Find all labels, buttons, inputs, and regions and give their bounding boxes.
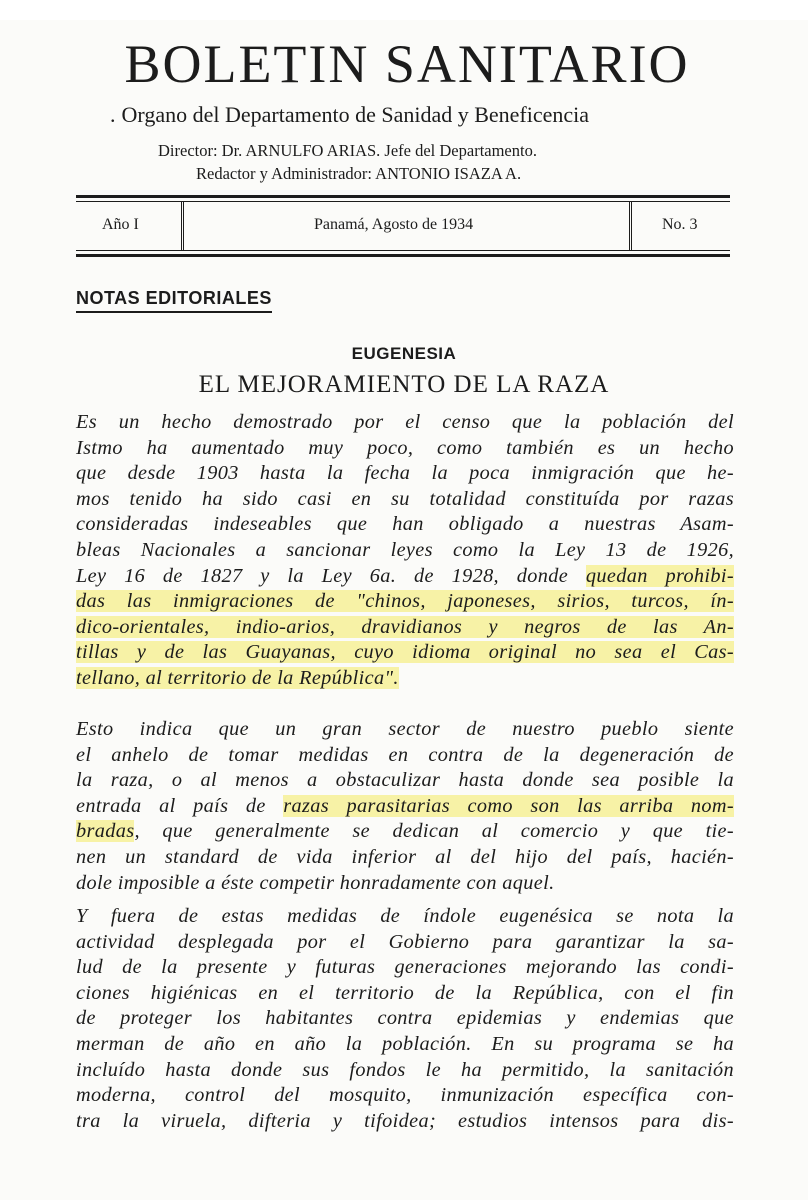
text-line	[76, 819, 734, 845]
text-line: merman de año en año la población. En su programa se ha	[76, 1032, 734, 1055]
issue-year: Año I	[102, 216, 139, 233]
text-line	[76, 564, 734, 590]
section-heading-text: NOTAS EDITORIALES	[76, 288, 272, 308]
text-line: Esto indica que un gran sector de nuestro pueblo siente	[76, 718, 734, 740]
text-line: ciones higiénicas en el territorio de la República, con el fin	[76, 981, 734, 1004]
text-line: actividad desplegada por el Gobierno para garantizar la sa-	[76, 930, 734, 953]
text-line: incluído hasta donde sus fondos le ha permitido, la sanitación	[76, 1058, 734, 1081]
text-line	[76, 640, 734, 666]
masthead	[0, 34, 808, 94]
text-line	[76, 589, 734, 615]
text-line: dole imposible a éste competir honradamente con aquel.	[76, 871, 555, 894]
text-line: Y fuera de estas medidas de índole eugenésica se nota la	[76, 905, 734, 927]
text-line	[76, 615, 734, 641]
highlighted-text: quedan prohibi-	[585, 564, 734, 587]
section-heading-underline	[76, 311, 272, 313]
organ-line	[110, 102, 589, 128]
article-title: EL MEJORAMIENTO DE LA RAZA	[198, 371, 610, 398]
text-line: de proteger los habitantes contra epidemias y endemias que	[76, 1007, 734, 1030]
text-line: bleas Nacionales a sancionar leyes como la Ley 13 de 1926,	[76, 538, 734, 561]
redactor-line: Redactor y Administrador: ANTONIO ISAZA A.	[196, 164, 522, 183]
info-bar-divider-left	[181, 202, 184, 250]
article-kicker: EUGENESIA	[351, 344, 457, 363]
highlighted-text: das las inmigraciones de "chinos, japoneses, sirios, turcos, ín-	[76, 590, 734, 613]
issue-info-bar	[76, 195, 730, 257]
paragraph-2	[76, 717, 734, 896]
info-bar-divider-right	[629, 202, 632, 250]
director-line: Director: Dr. ARNULFO ARIAS. Jefe del Departamento.	[158, 141, 537, 160]
text-line: moderna, control del mosquito, inmunización específica con-	[76, 1084, 734, 1107]
issue-number: No. 3	[662, 216, 698, 233]
info-bar-rule-bottom	[76, 250, 730, 251]
highlighted-text: bradas	[76, 820, 135, 843]
text-line: tra la viruela, difteria y tifoidea; estudios intensos para dis-	[76, 1109, 734, 1132]
paragraph-3	[76, 904, 734, 1134]
text-line	[76, 794, 734, 820]
organ-text: Organo del Departamento de Sanidad y Beneficencia	[121, 102, 590, 127]
text-line	[76, 666, 734, 692]
highlighted-text: razas parasitarias como son las arriba nom-	[283, 794, 735, 817]
page-top-margin	[0, 0, 808, 20]
section-heading	[76, 288, 272, 309]
highlighted-text: dico-orientales, indio-arios, dravidianos y negros de las An-	[76, 615, 734, 638]
newspaper-title: BOLETIN SANITARIO	[124, 34, 690, 94]
text-line: que desde 1903 hasta la fecha la poca inmigración que he-	[76, 462, 734, 485]
highlighted-text: tellano, al territorio de la República".	[76, 666, 399, 689]
text-fragment: entrada al país de	[76, 794, 284, 817]
text-line: consideradas indeseables que han obligado a nuestras Asam-	[76, 513, 734, 536]
issue-place-date: Panamá, Agosto de 1934	[314, 216, 474, 233]
organ-dot: .	[110, 102, 116, 127]
text-line: el anhelo de tomar medidas en contra de la degeneración de	[76, 743, 734, 766]
text-line: nen un standard de vida inferior al del hijo del país, hacién-	[76, 845, 734, 868]
highlighted-text: tillas y de las Guayanas, cuyo idioma original no sea el Cas-	[76, 641, 734, 664]
text-line: mos tenido ha sido casi en su totalidad constituída por razas	[76, 487, 734, 510]
text-fragment: , que generalmente se dedican al comercio y que tie-	[134, 820, 734, 843]
paragraph-1	[76, 410, 734, 692]
text-line: Es un hecho demostrado por el censo que la población del	[76, 411, 734, 433]
text-line: la raza, o al menos a obstaculizar hasta donde sea posible la	[76, 769, 734, 792]
text-fragment: Ley 16 de 1827 y la Ley 6a. de 1928, donde	[76, 564, 586, 587]
text-line: lud de la presente y futuras generaciones mejorando las condi-	[76, 956, 734, 979]
text-line: Istmo ha aumentado muy poco, como también es un hecho	[76, 436, 734, 459]
